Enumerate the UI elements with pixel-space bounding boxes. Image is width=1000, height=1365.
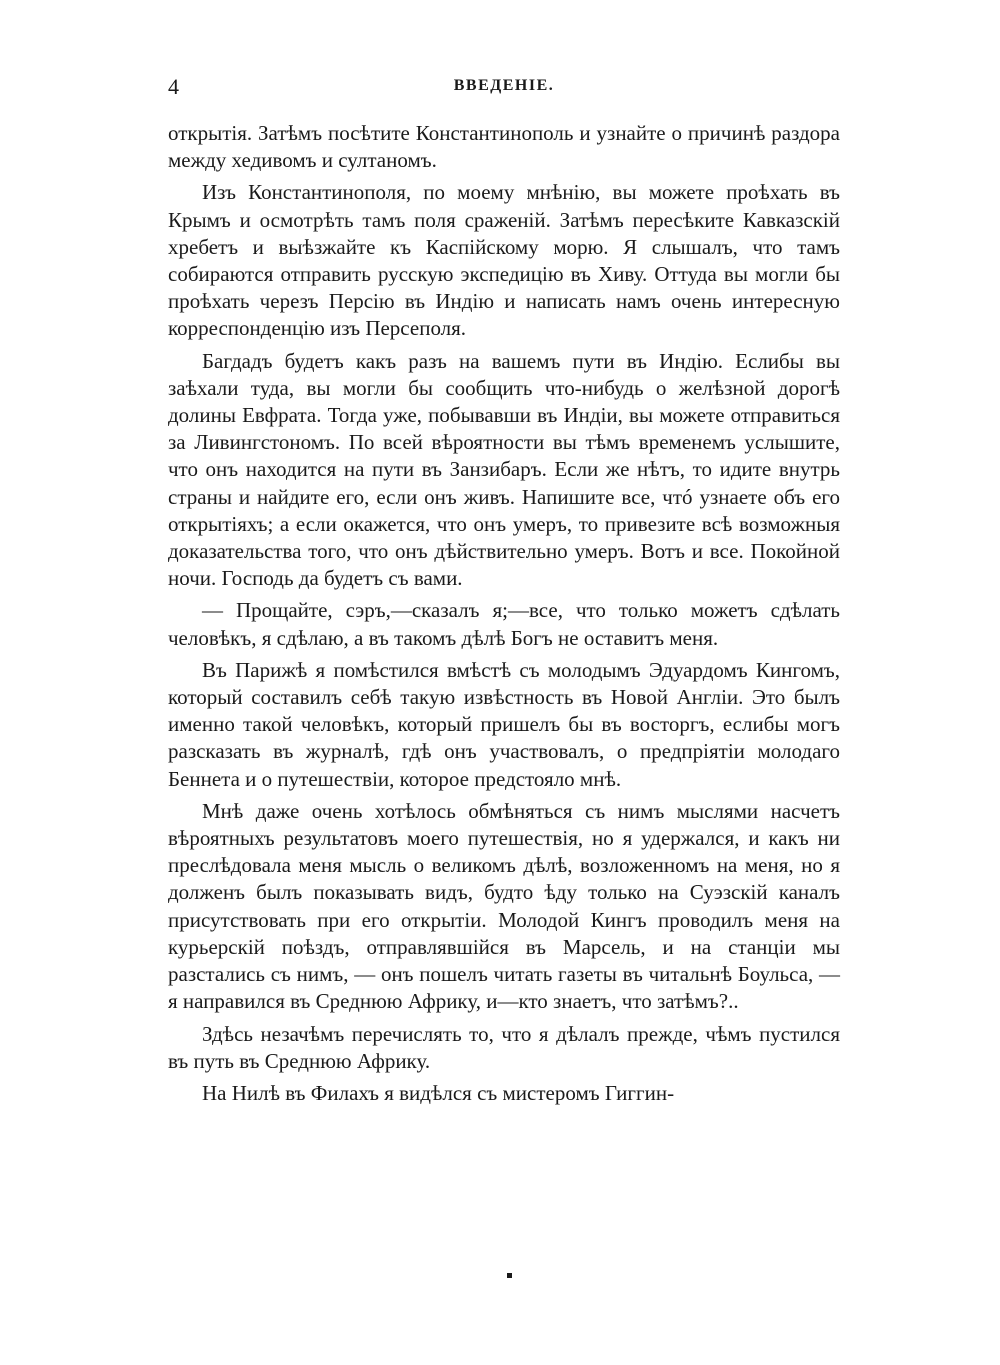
footer-dot-mark	[507, 1273, 512, 1278]
body-text	[168, 120, 840, 1107]
paragraph: — Прощайте, сэръ,—сказалъ я;—все, что только можетъ сдѣлать человѣкъ, я сдѣлаю, а въ такомъ дѣлѣ Богъ не оставитъ меня.	[168, 598, 840, 650]
paragraph: Изъ Константинополя, по моему мнѣнію, вы можете проѣхать въ Крымъ и осмотрѣть тамъ поля сраженій. Затѣмъ пересѣките Кавказскій хребетъ и выѣзжайте къ Каспійскому морю. Я слышалъ, что тамъ собираются отправить русскую экспедицію въ Хиву. Оттуда вы могли бы проѣхать черезъ Персію въ Индію и написать намъ очень интересную корреспонденцію изъ Персеполя.	[168, 180, 840, 341]
section-title: ВВЕДЕНІЕ.	[453, 77, 555, 94]
page-number: 4	[168, 74, 179, 99]
paragraph: Мнѣ даже очень хотѣлось обмѣняться съ нимъ мыслями насчетъ вѣроятныхъ результатовъ моего путешествія, но я удержался, и какъ ни преслѣдовала меня мысль о великомъ дѣлѣ, возложенномъ на меня, но я долженъ былъ показывать видъ, будто ѣду только на Суэзскій каналъ присутствовать при его открытіи. Молодой Кингъ проводилъ меня на курьерскій поѣздъ, отправлявшійся въ Марсель, и на станціи мы разстались съ нимъ, — онъ пошелъ читать газеты въ читальнѣ Боульса, — я направился въ Среднюю Африку, и—кто знаетъ, что затѣмъ?..	[168, 798, 840, 1014]
paragraph: Багдадъ будетъ какъ разъ на вашемъ пути въ Индію. Еслибы вы заѣхали туда, вы могли бы сообщить что-нибудь о желѣзной дорогѣ долины Евфрата. Тогда уже, побывавши въ Индіи, вы можете отправиться за Ливингстономъ. По всей вѣроятности вы тѣмъ временемъ услышите, что онъ находится на пути въ Занзибаръ. Если же нѣтъ, то идите внутрь страны и найдите его, если онъ живъ. Напишите все, чтó узнаете объ его открытіяхъ; а если окажется, что онъ умеръ, то привезите всѣ возможныя доказательства того, что онъ дѣйствительно умеръ. Вотъ и все. Покойной ночи. Господь да будетъ съ вами.	[168, 348, 840, 591]
paragraph: Въ Парижѣ я помѣстился вмѣстѣ съ молодымъ Эдуардомъ Кингомъ, который составилъ себѣ такую извѣстность въ Новой Англіи. Это былъ именно такой человѣкъ, который пришелъ бы въ восторгъ, еслибы могъ разсказать въ журналѣ, гдѣ онъ участвовалъ, о предпріятіи молодаго Беннета и о путешествіи, которое предстояло мнѣ.	[168, 657, 840, 791]
running-header	[168, 74, 840, 104]
paragraph: открытія. Затѣмъ посѣтите Константинополь и узнайте о причинѣ раздора между хедивомъ и султаномъ.	[168, 121, 840, 173]
paragraph: На Нилѣ въ Филахъ я видѣлся съ мистеромъ Гиггин-	[202, 1080, 675, 1105]
paragraph: Здѣсь незачѣмъ перечислять то, что я дѣлалъ прежде, чѣмъ пустился въ путь въ Среднюю Африку.	[168, 1021, 840, 1073]
